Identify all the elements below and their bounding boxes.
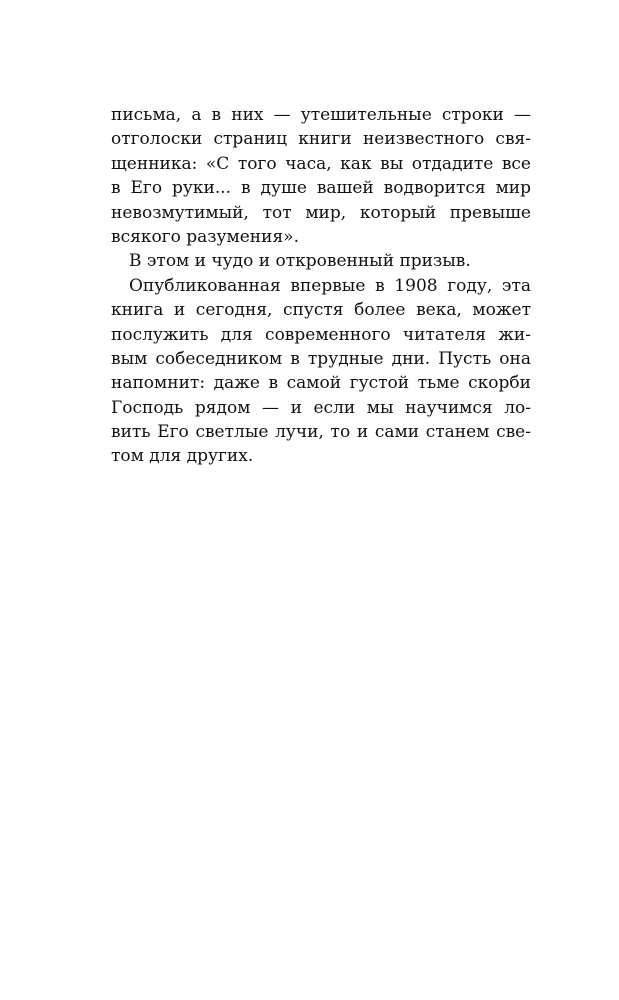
text-line: щенника: «С того часа, как вы отдадите все <box>111 153 531 174</box>
text-line: Опубликованная впервые в 1908 году, эта <box>129 275 531 296</box>
text-line: напомнит: даже в самой густой тьме скорби <box>111 373 531 394</box>
body-text <box>111 103 531 469</box>
text-line: Господь рядом — и если мы научимся ло- <box>111 397 531 418</box>
text-line: невозмутимый, тот мир, который превыше <box>111 202 531 223</box>
text-line: всякого разумения». <box>111 226 299 247</box>
text-line: вым собеседником в трудные дни. Пусть она <box>111 348 531 369</box>
text-line: В этом и чудо и откровенный призыв. <box>129 251 471 272</box>
text-line: книга и сегодня, спустя более века, может <box>111 300 531 321</box>
text-line: послужить для современного читателя жи- <box>111 324 531 345</box>
text-line: отголоски страниц книги неизвестного свя- <box>111 129 531 150</box>
text-line: письма, а в них — утешительные строки — <box>111 105 531 125</box>
text-line: вить Его светлые лучи, то и сами станем све- <box>111 422 531 443</box>
text-line: том для других. <box>111 446 254 467</box>
text-line: в Его руки... в душе вашей водворится мир <box>111 178 531 199</box>
